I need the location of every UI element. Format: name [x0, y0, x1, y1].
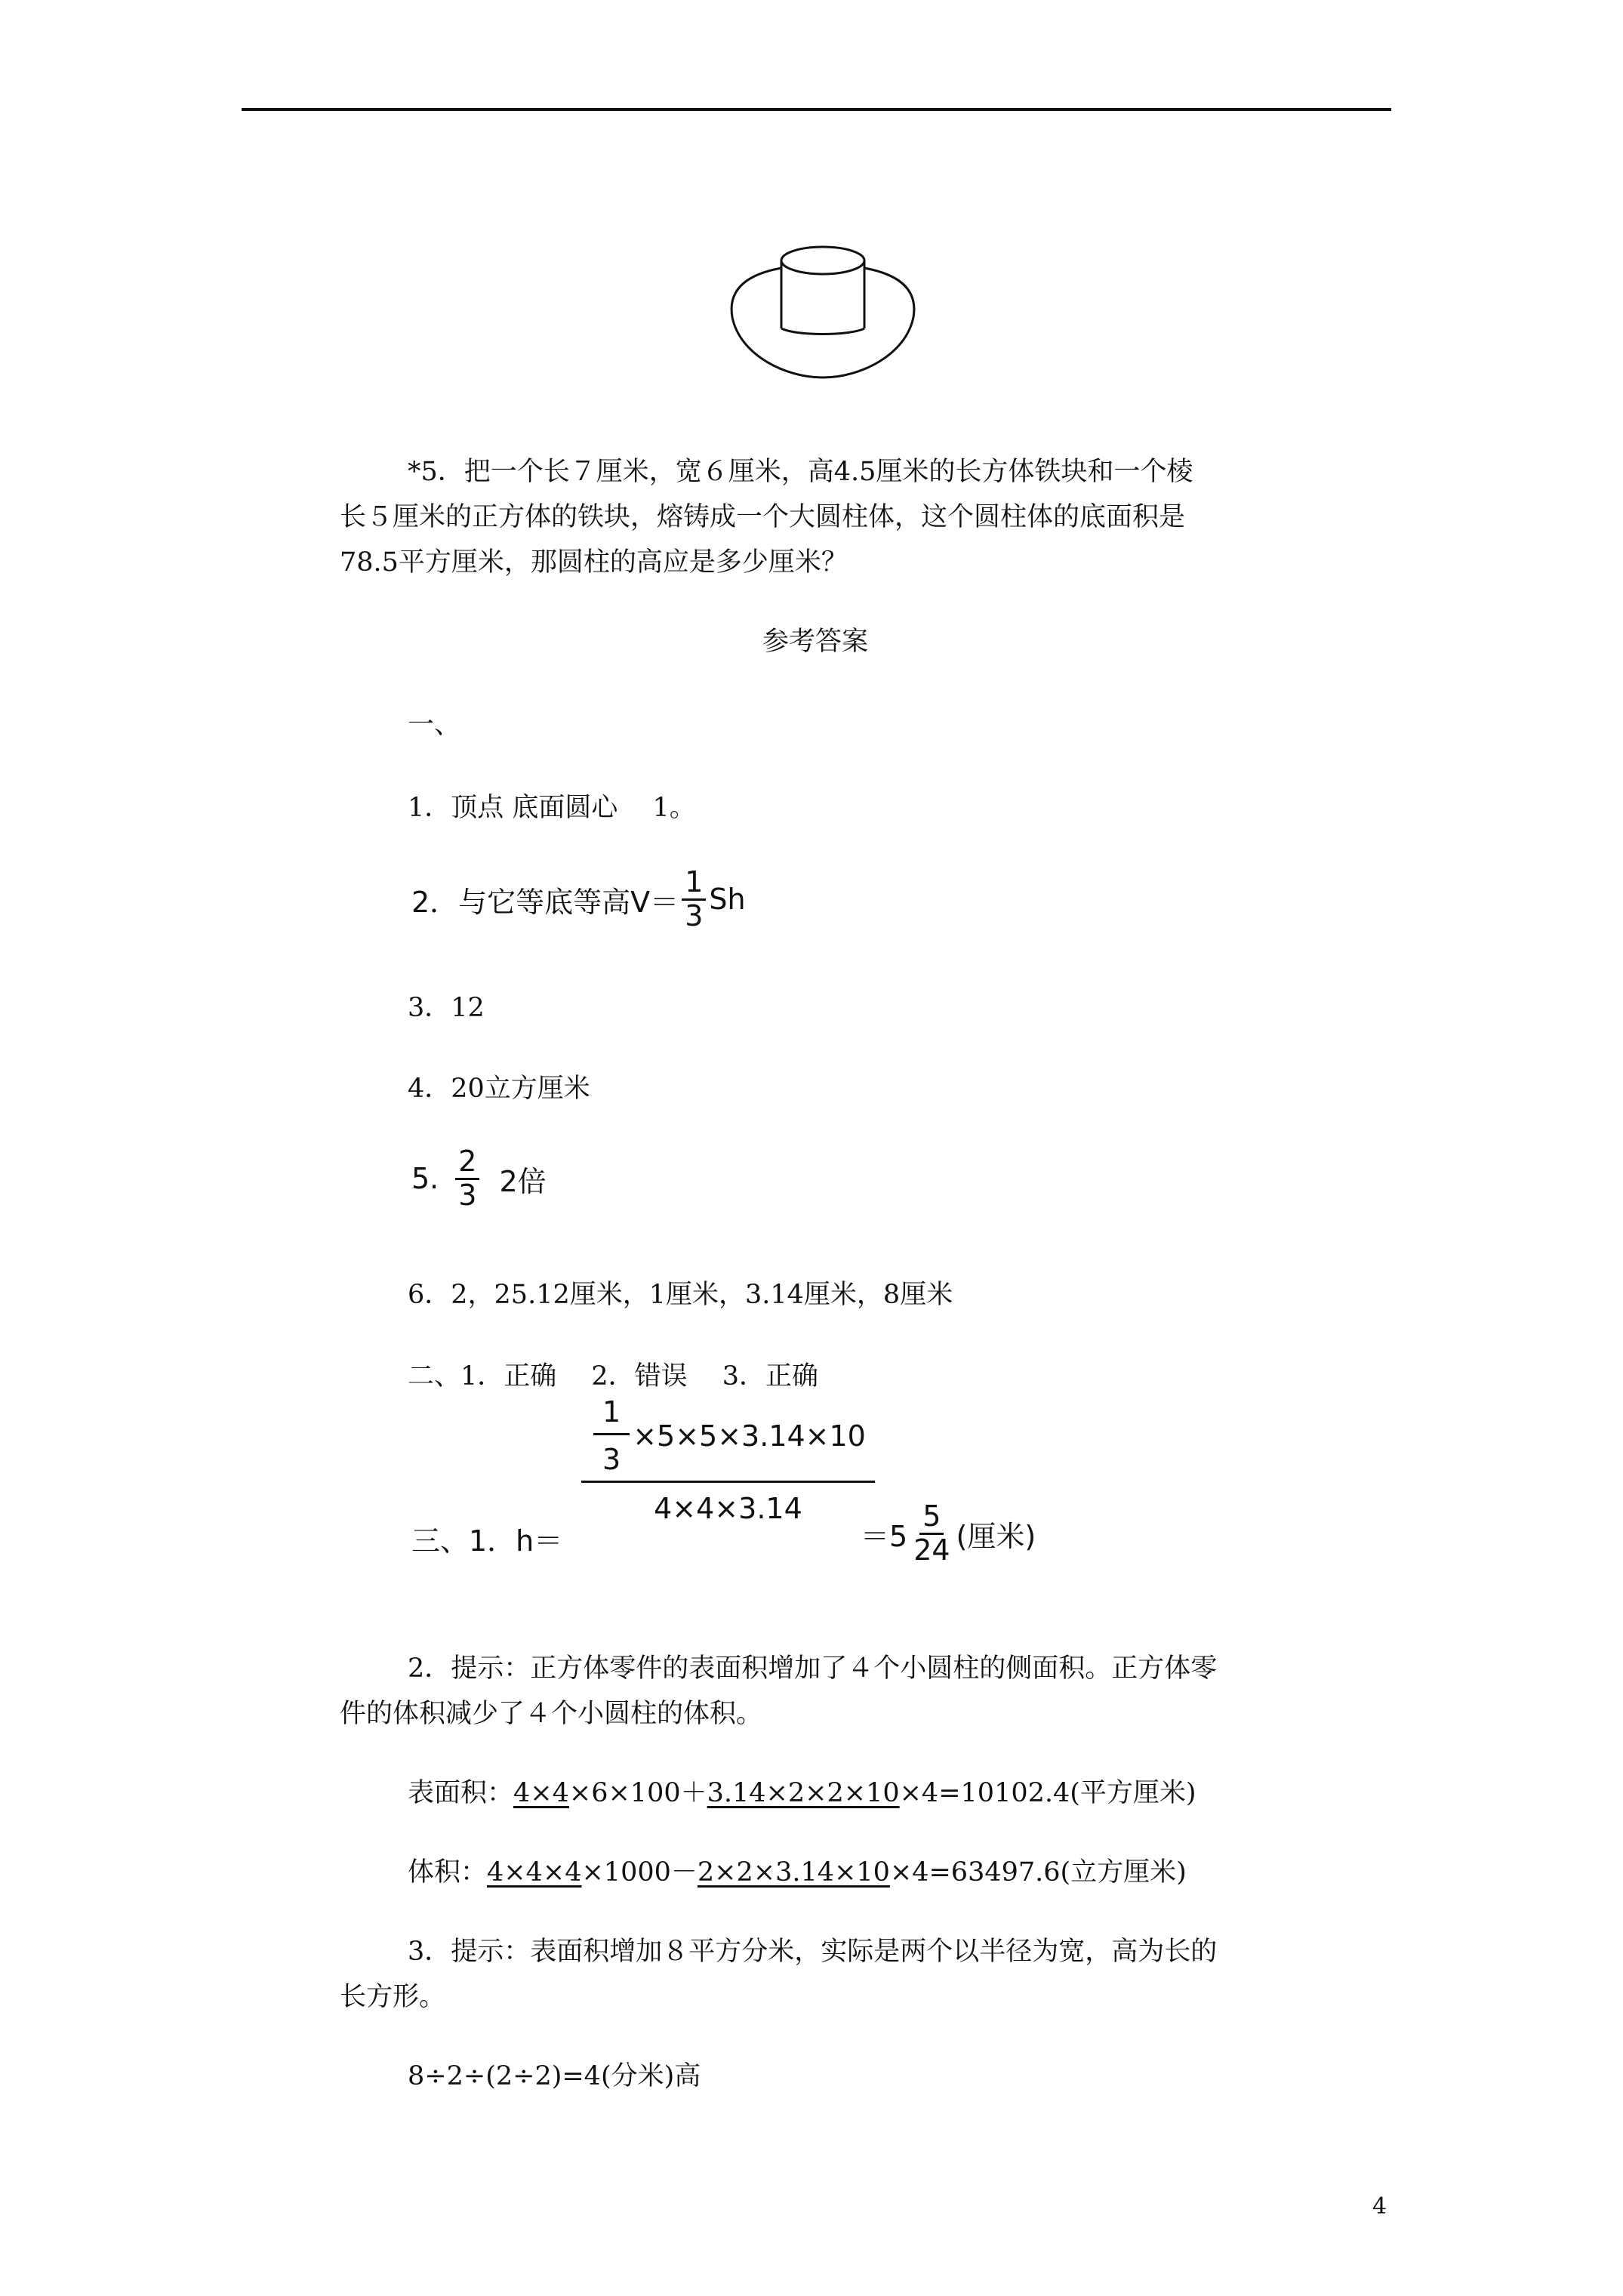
fraction-denominator: 3	[685, 898, 704, 932]
result-fraction	[910, 1501, 953, 1567]
surface-end: ×4=10102.4(平方厘米)	[899, 1778, 1196, 1808]
answer-1-5-prefix: 5.	[411, 1162, 439, 1196]
fraction-denominator: 3	[458, 1178, 477, 1212]
numerator-rest: ×5×5×3.14×10	[633, 1419, 866, 1453]
answer-1-3: 3．12	[408, 993, 485, 1023]
answer-1-4: 4．20立方厘米	[408, 1074, 590, 1104]
section1-heading: 一、	[408, 710, 461, 740]
numerator-fraction	[593, 1397, 630, 1476]
answer-1-1: 1．顶点 底面圆心 1。	[408, 793, 696, 823]
section3-label: 三、1．h＝	[411, 1524, 563, 1558]
fraction-denominator: 24	[913, 1533, 950, 1567]
answer-1-2	[411, 867, 746, 932]
section3-equation-fraction	[581, 1397, 875, 1525]
q2-hint-line1: 2．提示：正方体零件的表面积增加了４个小圆柱的侧面积。正方体零	[408, 1653, 1218, 1684]
equation-denominator: 4×4×3.14	[654, 1491, 802, 1525]
answer-1-2-suffix: Sh	[709, 883, 746, 917]
q3-calculation: 8÷2÷(2÷2)=4(分米)高	[408, 2061, 701, 2091]
equation-numerator	[581, 1397, 875, 1483]
q2-surface-area	[408, 1771, 1196, 1816]
answer-1-2-prefix: 2．与它等底等高V＝	[411, 885, 679, 919]
volume-end: ×4=63497.6(立方厘米)	[889, 1857, 1187, 1888]
section3-result	[861, 1501, 1036, 1567]
result-unit: (厘米)	[956, 1519, 1036, 1553]
volume-underlined-2: 2×2×3.14×10	[697, 1857, 890, 1888]
answer-1-6: 6．2，25.12厘米，1厘米，3.14厘米，8厘米	[408, 1280, 953, 1310]
fraction-numerator: 1	[682, 867, 706, 901]
problem5-line2: 长５厘米的正方体的铁块，熔铸成一个大圆柱体，这个圆柱体的底面积是	[340, 502, 1186, 532]
hat-figure	[725, 223, 921, 385]
section2-answers: 二、1．正确 2．错误 3．正确	[408, 1361, 819, 1391]
surface-underlined-2: 3.14×2×2×10	[707, 1778, 900, 1808]
answers-title: 参考答案	[762, 627, 869, 657]
page-number: 4	[1372, 2193, 1387, 2220]
problem5-line3: 78.5平方厘米，那圆柱的高应是多少厘米？	[340, 547, 848, 578]
volume-mid: ×1000－	[581, 1857, 698, 1888]
q2-volume	[408, 1850, 1187, 1895]
answer-1-2-fraction	[682, 867, 706, 932]
fraction-numerator: 1	[593, 1397, 630, 1435]
result-equals: ＝5	[861, 1519, 908, 1553]
fraction-denominator: 3	[602, 1442, 621, 1476]
surface-mid: ×6×100＋	[568, 1778, 707, 1808]
answer-1-5-suffix: 2倍	[499, 1164, 547, 1198]
q3-hint-line2: 长方形。	[340, 1982, 446, 2012]
fraction-numerator: 5	[919, 1501, 944, 1535]
header-rule	[242, 108, 1391, 111]
surface-label: 表面积：	[408, 1778, 514, 1808]
surface-underlined-1: 4×4	[513, 1778, 569, 1808]
answer-1-5	[411, 1146, 547, 1212]
answer-1-5-fraction	[455, 1146, 479, 1212]
volume-label: 体积：	[408, 1857, 488, 1888]
volume-underlined-1: 4×4×4	[487, 1857, 582, 1888]
fraction-numerator: 2	[455, 1146, 479, 1180]
q2-hint-line2: 件的体积减少了４个小圆柱的体积。	[340, 1699, 763, 1729]
problem5-line1: *5．把一个长７厘米，宽６厘米，高4.5厘米的长方体铁块和一个棱	[408, 457, 1193, 487]
q3-hint-line1: 3．提示：表面积增加８平方分米，实际是两个以半径为宽，高为长的	[408, 1937, 1218, 1967]
